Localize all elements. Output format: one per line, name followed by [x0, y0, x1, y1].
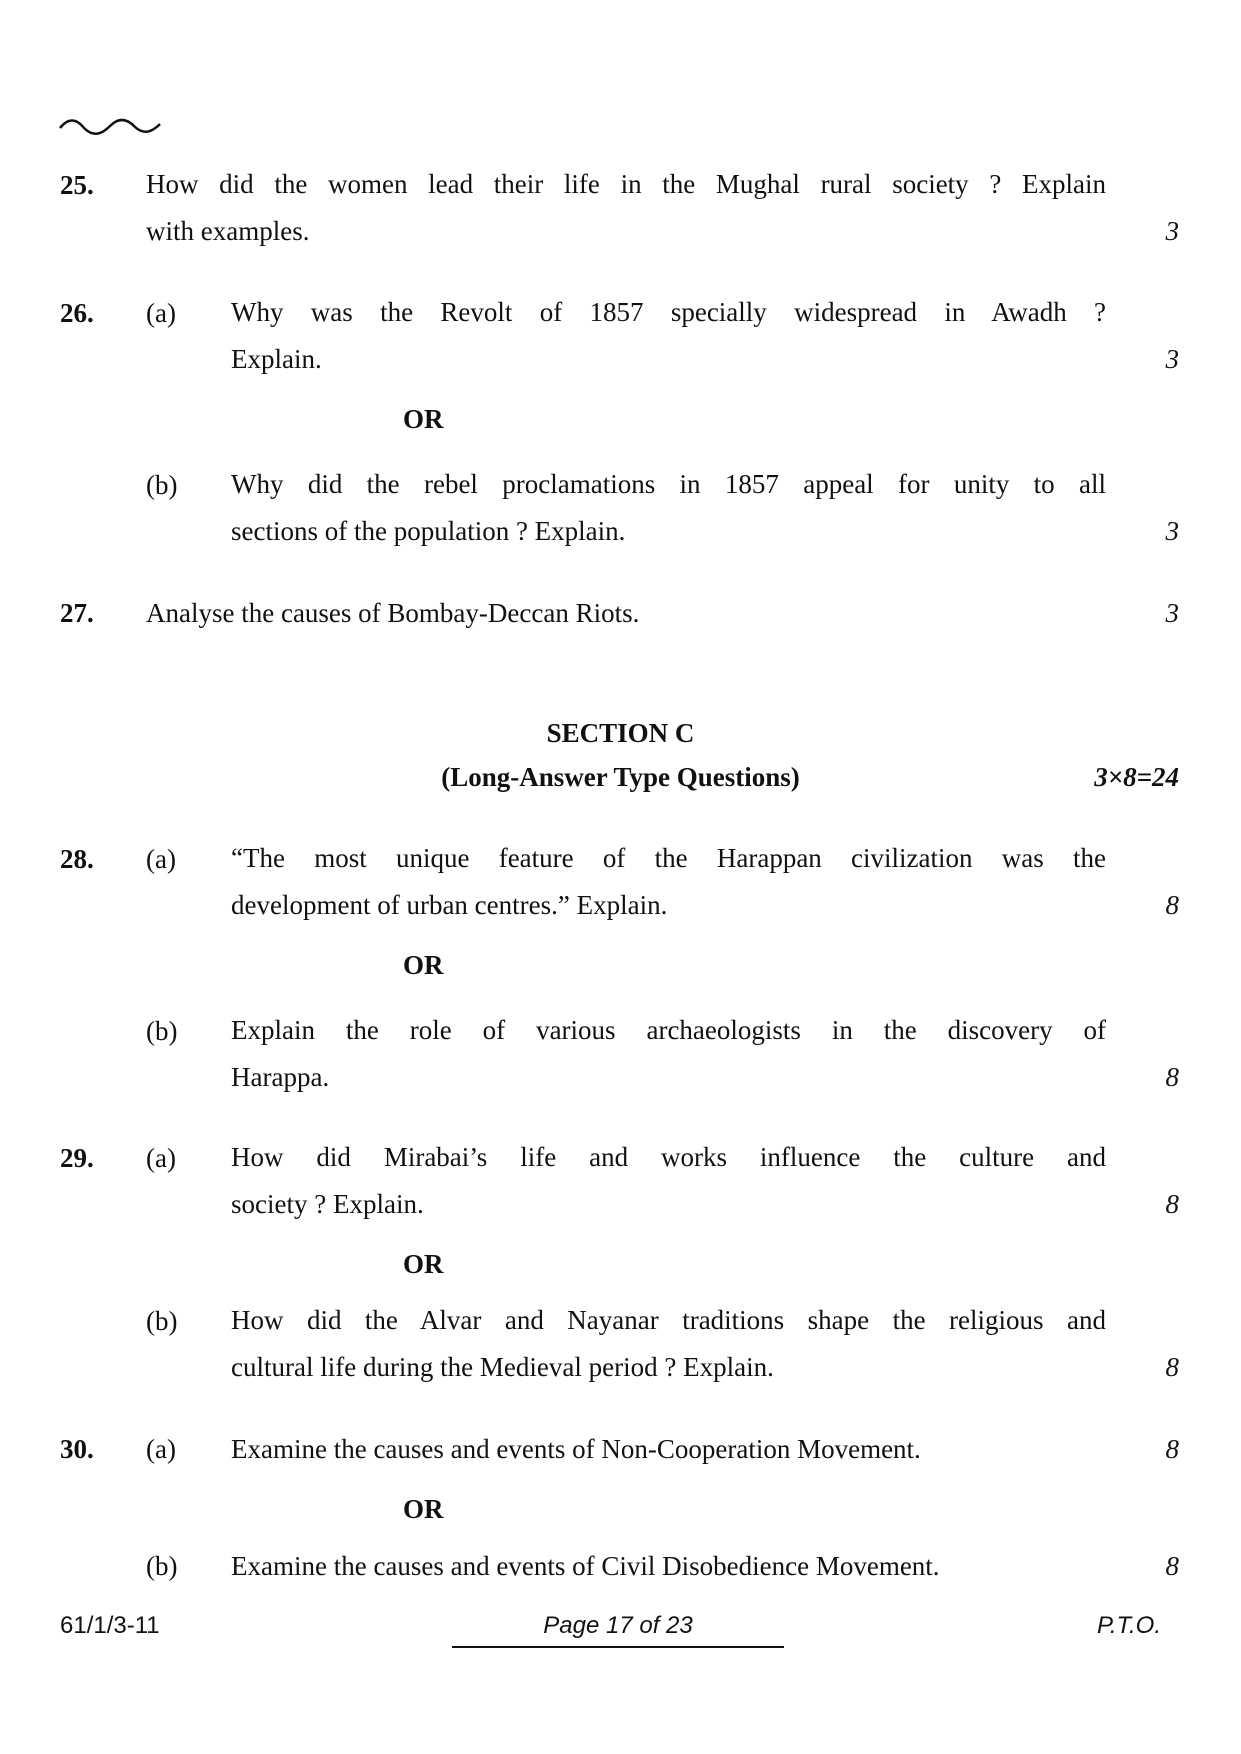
- question-26b-line-2: sections of the population ? Explain.: [231, 516, 626, 546]
- question-25-line-1: How did the women lead their life in the Mughal rural society ? Explain: [146, 169, 1106, 199]
- question-number-28: 28.: [60, 844, 94, 874]
- question-28a-line-2: development of urban centres.” Explain.: [231, 890, 668, 920]
- question-26b-line-1: Why did the rebel proclamations in 1857 appeal for unity to all: [231, 469, 1106, 499]
- question-28b-marks: 8: [1165, 1062, 1179, 1092]
- question-30b-marks: 8: [1165, 1551, 1179, 1581]
- question-29a-line-2: society ? Explain.: [231, 1189, 424, 1219]
- question-28b-label: (b): [146, 1016, 178, 1046]
- question-26a-line-1: Why was the Revolt of 1857 specially widespread in Awadh ?: [231, 297, 1106, 327]
- question-27-marks: 3: [1165, 598, 1179, 628]
- question-30a-marks: 8: [1165, 1434, 1179, 1464]
- question-number-29: 29.: [60, 1143, 94, 1173]
- question-28a-line-1: “The most unique feature of the Harappan civilization was the: [231, 843, 1106, 873]
- question-number-26: 26.: [60, 298, 94, 328]
- footer-paper-code: 61/1/3-11: [60, 1612, 160, 1639]
- question-26a-marks: 3: [1165, 344, 1179, 374]
- question-25-line-2: with examples.: [146, 216, 310, 246]
- question-26a-line-2: Explain.: [231, 344, 322, 374]
- footer-pto: P.T.O.: [1096, 1612, 1161, 1639]
- question-29b-marks: 8: [1165, 1352, 1179, 1382]
- question-number-27: 27.: [60, 598, 94, 628]
- or-separator-26: OR: [403, 404, 444, 434]
- question-29a-label: (a): [146, 1143, 176, 1173]
- question-28b-line-2: Harappa.: [231, 1062, 330, 1092]
- question-26a-label: (a): [146, 298, 176, 328]
- question-29a-marks: 8: [1165, 1189, 1179, 1219]
- section-c-subtitle: (Long-Answer Type Questions): [441, 762, 800, 792]
- question-27-line-1: Analyse the causes of Bombay-Deccan Riots.: [146, 598, 640, 628]
- question-number-30: 30.: [60, 1434, 94, 1464]
- footer-underline: [452, 1646, 784, 1648]
- question-28a-marks: 8: [1165, 890, 1179, 920]
- question-number-25: 25.: [60, 170, 94, 200]
- question-29b-line-2: cultural life during the Medieval period ? Explain.: [231, 1352, 774, 1382]
- question-28b-line-1: Explain the role of various archaeologists in the discovery of: [231, 1015, 1106, 1045]
- question-30a-label: (a): [146, 1434, 176, 1464]
- question-30b-line-1: Examine the causes and events of Civil Disobedience Movement.: [231, 1551, 940, 1581]
- question-29b-label: (b): [146, 1306, 178, 1336]
- section-c-title: SECTION C: [546, 718, 695, 748]
- question-28a-label: (a): [146, 844, 176, 874]
- or-separator-29: OR: [403, 1249, 444, 1279]
- or-separator-28: OR: [403, 950, 444, 980]
- question-25-marks: 3: [1165, 216, 1179, 246]
- footer-page-number: Page 17 of 23: [543, 1612, 693, 1639]
- or-separator-30: OR: [403, 1494, 444, 1524]
- question-26b-label: (b): [146, 470, 178, 500]
- question-26b-marks: 3: [1165, 516, 1179, 546]
- section-c-total-marks: 3×8=24: [1094, 762, 1179, 792]
- question-30a-line-1: Examine the causes and events of Non-Cooperation Movement.: [231, 1434, 921, 1464]
- question-29b-line-1: How did the Alvar and Nayanar traditions shape the religious and: [231, 1305, 1106, 1335]
- wave-mark-icon: [58, 116, 162, 136]
- question-30b-label: (b): [146, 1551, 178, 1581]
- question-29a-line-1: How did Mirabai’s life and works influence the culture and: [231, 1142, 1106, 1172]
